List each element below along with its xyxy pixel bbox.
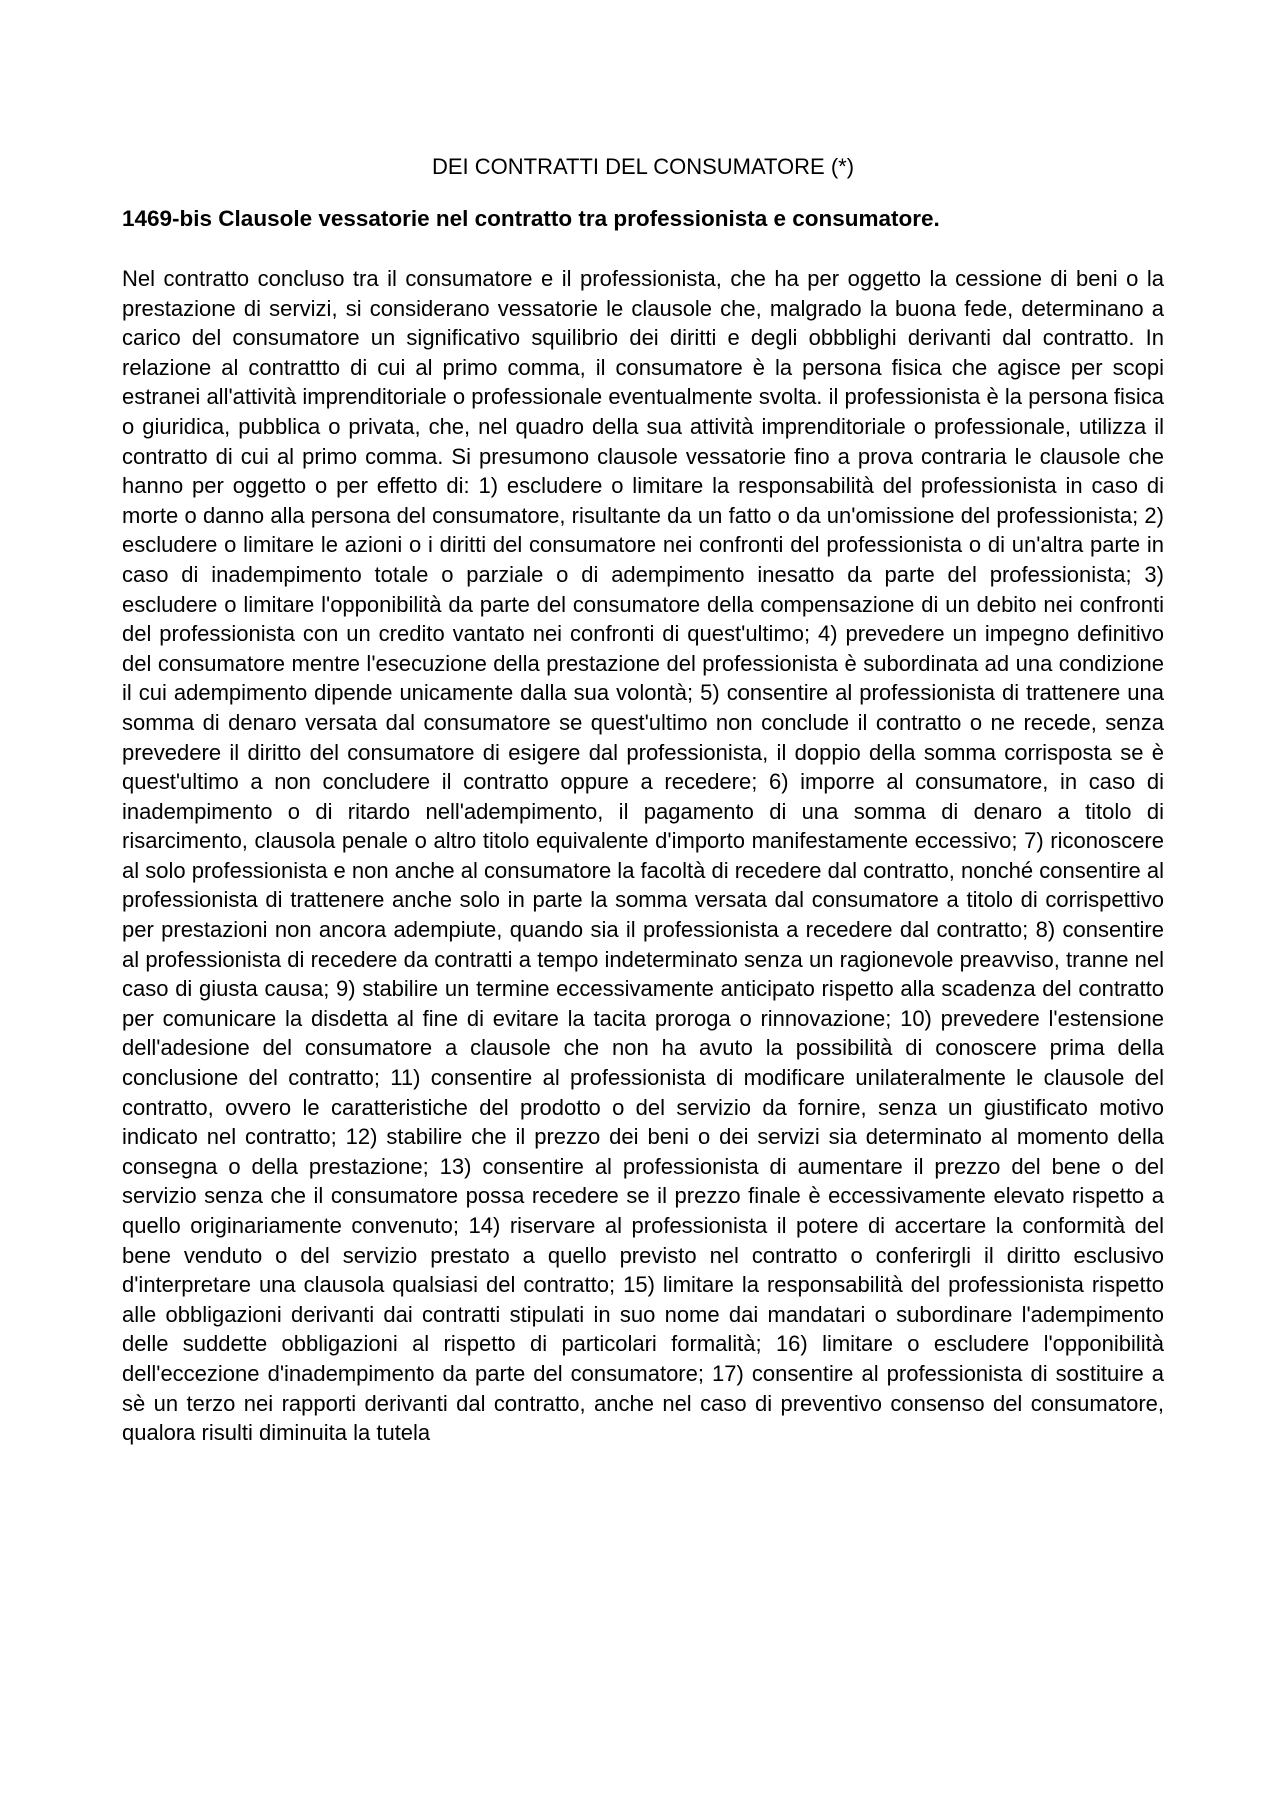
document-title: DEI CONTRATTI DEL CONSUMATORE (*) <box>431 154 855 179</box>
article-heading: 1469-bis Clausole vessatorie nel contratto tra professionista e consumatore. <box>122 206 940 231</box>
article-body: Nel contratto concluso tra il consumatore e il professionista, che ha per oggetto la cessione di beni o la prestazione di servizi, si considerano vessatorie le clausole che, malgrado la buona fede, determinano a carico del consumatore un significativo squilibrio dei diritti e degli obbblighi derivanti dal contratto. In relazione al contrattto di cui al primo comma, il consumatore è la persona fisica che agisce per scopi estranei all'attività imprenditoriale o professionale eventualmente svolta. il professionista è la persona fisica o giuridica, pubblica o privata, che, nel quadro della sua attività imprenditoriale o professionale, utilizza il contratto di cui al primo comma. Si presumono clausole vessatorie fino a prova contraria le clausole che hanno per oggetto o per effetto di: 1) escludere o limitare la responsabilità del professionista in caso di morte o danno alla persona del consumatore, risultante da un fatto o da un'omissione del professionista; 2) escludere o limitare le azioni o i diritti del consumatore nei confronti del professionista o di un'altra parte in caso di inadempimento totale o parziale o di adempimento inesatto da parte del professionista; 3) escludere o limitare l'opponibilità da parte del consumatore della compensazione di un debito nei confronti del professionista con un credito vantato nei confronti di quest'ultimo; 4) prevedere un impegno definitivo del consumatore mentre l'esecuzione della prestazione del professionista è subordinata ad una condizione il cui adempimento dipende unicamente dalla sua volontà; 5) consentire al professionista di trattenere una somma di denaro versata dal consumatore se quest'ultimo non conclude il contratto o ne recede, senza prevedere il diritto del consumatore di esigere dal professionista, il doppio della somma corrisposta se è quest'ultimo a non concludere il contratto oppure a recedere; 6) imporre al consumatore, in caso di inadempimento o di ritardo nell'adempimento, il pagamento di una somma di denaro a titolo di risarcimento, clausola penale o altro titolo equivalente d'importo manifestamente eccessivo; 7) riconoscere al solo professionista e non anche al consumatore la facoltà di recedere dal contratto, nonché consentire al professionista di trattenere anche solo in parte la somma versata dal consumatore a titolo di corrispettivo per prestazioni non ancora adempiute, quando sia il professionista a recedere dal contratto; 8) consentire al professionista di recedere da contratti a tempo indeterminato senza un ragionevole preavviso, tranne nel caso di giusta causa; 9) stabilire un termine eccessivamente anticipato rispetto alla scadenza del contratto per comunicare la disdetta al fine di evitare la tacita proroga o rinnovazione; 10) prevedere l'estensione dell'adesione del consumatore a clausole che non ha avuto la possibilità di conoscere prima della conclusione del contratto; 11) consentire al professionista di modificare unilateralmente le clausole del contratto, ovvero le caratteristiche del prodotto o del servizio da fornire, senza un giustificato motivo indicato nel contratto; 12) stabilire che il prezzo dei beni o dei servizi sia determinato al momento della consegna o della prestazione; 13) consentire al professionista di aumentare il prezzo del bene o del servizio senza che il consumatore possa recedere se il prezzo finale è eccessivamente elevato rispetto a quello originariamente convenuto; 14) riservare al professionista il potere di accertare la conformità del bene venduto o del servizio prestato a quello previsto nel contratto o conferirgli il diritto esclusivo d'interpretare una clausola qualsiasi del contratto; 15) limitare la responsabilità del professionista rispetto alle obbligazioni derivanti dai contratti stipulati in suo nome dai mandatari o subordinare l'adempimento delle suddette obbligazioni al rispetto di particolari formalità; 16) limitare o escludere l'opponibilità dell'eccezione d'inadempimento da parte del consumatore; 17) consentire al professionista di sostituire a sè un terzo nei rapporti derivanti dal contratto, anche nel caso di preventivo consenso del consumatore, qualora risulti diminuita la tutela <box>122 266 1164 1446</box>
